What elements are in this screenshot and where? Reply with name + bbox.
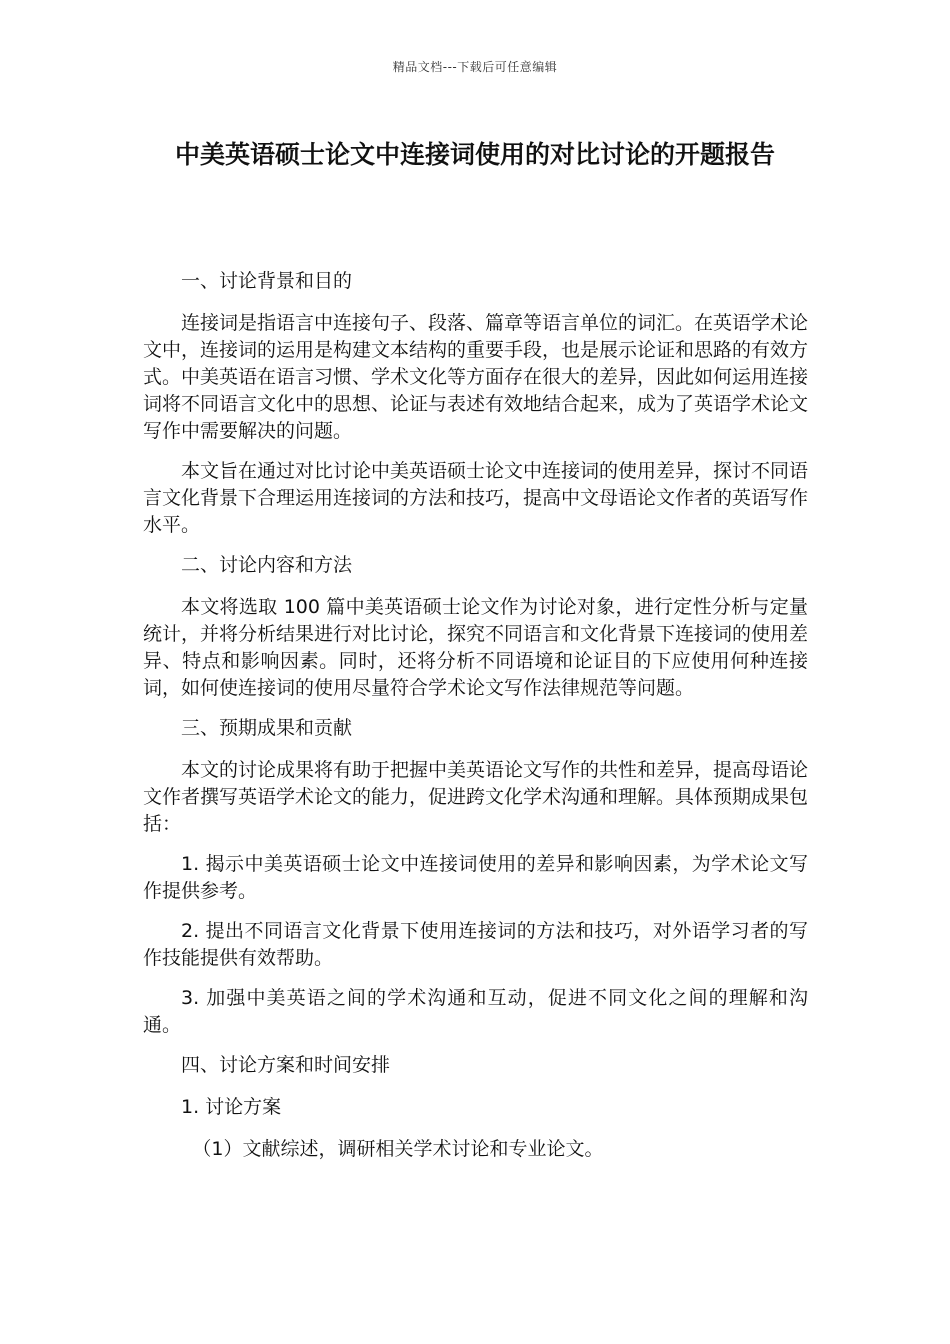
paragraph-purpose: 本文旨在通过对比讨论中美英语硕士论文中连接词的使用差异，探讨不同语言文化背景下合理运用连接词的方法和技巧，提高中文母语论文作者的英语写作水平。 <box>143 460 809 536</box>
section-heading-content-method: 二、讨论内容和方法 <box>181 554 353 576</box>
subheading-plan: 1. 讨论方案 <box>181 1096 282 1118</box>
list-item-result-2: 2. 提出不同语言文化背景下使用连接词的方法和技巧，对外语学习者的写作技能提供有效帮助。 <box>143 920 808 969</box>
header-note: 精品文档---下载后可任意编辑 <box>392 60 558 74</box>
paragraph-content-method: 本文将选取 100 篇中美英语硕士论文作为讨论对象，进行定性分析与定量统计，并将分析结果进行对比讨论，探究不同语言和文化背景下连接词的使用差异、特点和影响因素。同时，还将分析不同语境和论证目的下应使用何种连接词，如何使连接词的使用尽量符合学术论文写作法律规范等问题。 <box>143 596 809 699</box>
paragraph-background: 连接词是指语言中连接句子、段落、篇章等语言单位的词汇。在英语学术论文中，连接词的运用是构建文本结构的重要手段，也是展示论证和思路的有效方式。中美英语在语言习惯、学术文化等方面存在很大的差异，因此如何运用连接词将不同语言文化中的思想、论证与表述有效地结合起来，成为了英语学术论文写作中需要解决的问题。 <box>143 312 809 442</box>
section-heading-plan-schedule: 四、讨论方案和时间安排 <box>181 1054 391 1076</box>
section-heading-background: 一、讨论背景和目的 <box>181 270 353 292</box>
paragraph-expected-results: 本文的讨论成果将有助于把握中美英语论文写作的共性和差异，提高母语论文作者撰写英语学术论文的能力，促进跨文化学术沟通和理解。具体预期成果包括： <box>143 759 809 835</box>
list-item-result-3: 3. 加强中美英语之间的学术沟通和互动，促进不同文化之间的理解和沟通。 <box>143 987 808 1036</box>
list-item-result-1: 1. 揭示中美英语硕士论文中连接词使用的差异和影响因素，为学术论文写作提供参考。 <box>143 853 808 902</box>
document-title: 中美英语硕士论文中连接词使用的对比讨论的开题报告 <box>174 140 775 169</box>
section-heading-expected-results: 三、预期成果和贡献 <box>181 717 353 739</box>
plan-step-1: （1）文献综述，调研相关学术讨论和专业论文。 <box>192 1138 604 1160</box>
document-body <box>143 268 808 1176</box>
